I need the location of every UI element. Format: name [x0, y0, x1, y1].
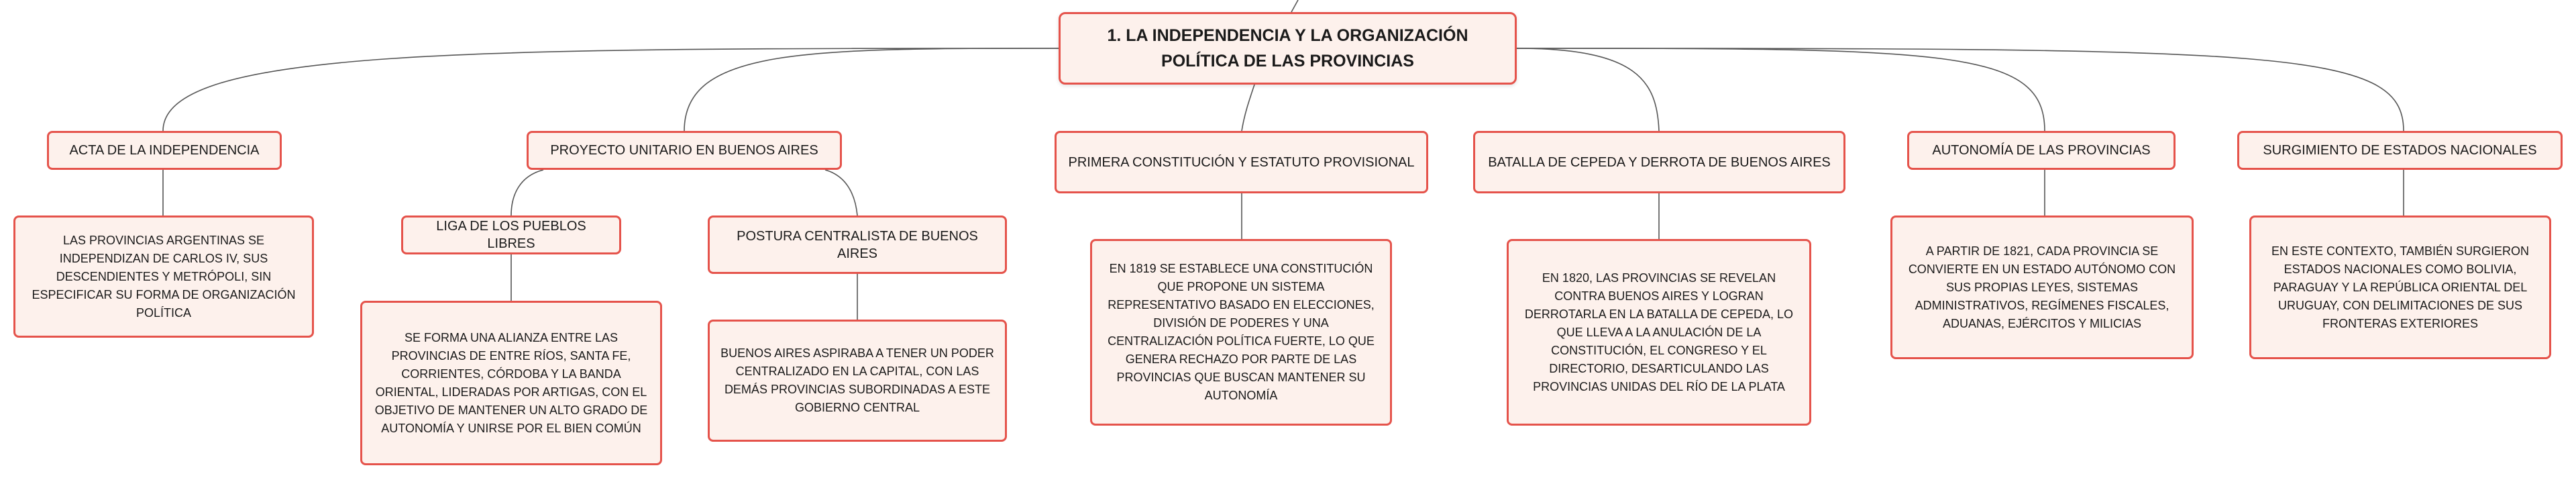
link-root-autonomia — [1517, 48, 2045, 131]
topic-surgimiento-estados[interactable] — [2237, 131, 2563, 170]
desc-autonomia-provincias[interactable] — [1890, 216, 2194, 359]
topic-primera-constitucion[interactable] — [1055, 131, 1428, 193]
desc-batalla-cepeda[interactable] — [1507, 239, 1811, 426]
desc-text: LAS PROVINCIAS ARGENTINAS SE INDEPENDIZAN DE CARLOS IV, SUS DESCENDIENTES Y METRÓPOLI, SIN ESPECIFICAR SU FORMA DE ORGANIZACIÓN POLÍTICA — [32, 233, 296, 320]
topic-autonomia-provincias[interactable] — [1907, 131, 2176, 170]
topic-label: PROYECTO UNITARIO EN BUENOS AIRES — [550, 143, 818, 158]
root-node[interactable] — [1059, 12, 1517, 85]
desc-text: BUENOS AIRES ASPIRABA A TENER UN PODER CENTRALIZADO EN LA CAPITAL, CON LAS DEMÁS PROVINCIAS SUBORDINADAS A ESTE GOBIERNO CENTRAL — [720, 346, 994, 414]
topic-label: BATALLA DE CEPEDA Y DERROTA DE BUENOS AIRES — [1488, 154, 1831, 170]
link-proyecto-postura — [825, 170, 857, 216]
desc-liga-pueblos-libres[interactable] — [360, 301, 662, 465]
root-title: 1. LA INDEPENDENCIA Y LA ORGANIZACIÓN POLÍTICA DE LAS PROVINCIAS — [1107, 26, 1468, 70]
subtopic-postura-centralista[interactable] — [708, 216, 1007, 274]
desc-text: EN 1820, LAS PROVINCIAS SE REVELAN CONTRA BUENOS AIRES Y LOGRAN DERROTARLA EN LA BATALLA DE CEPEDA, LO QUE LLEVA A LA ANULACIÓN DE LA CONSTITUCIÓN, EL CONGRESO Y EL DIRECTORIO, DESARTICULANDO LAS PROVINCIAS UNIDAS DEL RÍO DE LA PLATA — [1524, 271, 1794, 393]
topic-label: SURGIMIENTO DE ESTADOS NACIONALES — [2263, 143, 2537, 158]
link-root-cepeda — [1517, 48, 1659, 131]
desc-text: SE FORMA UNA ALIANZA ENTRE LAS PROVINCIAS DE ENTRE RÍOS, SANTA FE, CORRIENTES, CÓRDOBA Y LA BANDA ORIENTAL, LIDERADAS POR ARTIGAS, CON EL OBJETIVO DE MANTENER UN ALTO GRADO DE AUTONOMÍA Y UNIRSE POR EL BIEN COMÚN — [374, 330, 648, 435]
desc-surgimiento-estados[interactable] — [2249, 216, 2551, 359]
desc-acta-independencia[interactable] — [13, 216, 314, 338]
desc-text: EN ESTE CONTEXTO, TAMBIÉN SURGIERON ESTADOS NACIONALES COMO BOLIVIA, PARAGUAY Y LA REPÚBLICA ORIENTAL DEL URUGUAY, CON DELIMITACIONES DE SUS FRONTERAS EXTERIORES — [2271, 244, 2530, 330]
desc-primera-constitucion[interactable] — [1090, 239, 1392, 426]
topic-label: PRIMERA CONSTITUCIÓN Y ESTATUTO PROVISIONAL — [1068, 154, 1415, 170]
subtopic-liga-pueblos-libres[interactable] — [401, 216, 621, 254]
topic-label: ACTA DE LA INDEPENDENCIA — [69, 143, 260, 158]
link-root-proyecto — [684, 48, 1059, 131]
desc-text: EN 1819 SE ESTABLECE UNA CONSTITUCIÓN QUE PROPONE UN SISTEMA REPRESENTATIVO BASADO EN ELECCIONES, DIVISIÓN DE PODERES Y UNA CENTRALIZACIÓN POLÍTICA FUERTE, LO QUE GENERA RECHAZO POR PARTE DE LAS PROVINCIAS QUE BUSCAN MANTENER SU AUTONOMÍA — [1108, 262, 1375, 402]
link-root-acta — [163, 48, 1059, 131]
subtopic-label: LIGA DE LOS PUEBLOS LIBRES — [436, 219, 586, 251]
link-root-constitucion — [1242, 85, 1254, 131]
topic-batalla-cepeda[interactable] — [1473, 131, 1845, 193]
topic-label: AUTONOMÍA DE LAS PROVINCIAS — [1932, 143, 2151, 158]
desc-postura-centralista[interactable] — [708, 320, 1007, 442]
link-proyecto-liga — [511, 170, 543, 216]
subtopic-label: POSTURA CENTRALISTA DE BUENOS AIRES — [737, 228, 978, 261]
desc-text: A PARTIR DE 1821, CADA PROVINCIA SE CONVIERTE EN UN ESTADO AUTÓNOMO CON SUS PROPIAS LEYES, SISTEMAS ADMINISTRATIVOS, REGÍMENES FISCALES, ADUANAS, EJÉRCITOS Y MILICIAS — [1908, 244, 2176, 330]
topic-proyecto-unitario[interactable] — [527, 131, 842, 170]
link-root-parent — [1291, 0, 1298, 12]
topic-acta-independencia[interactable] — [47, 131, 282, 170]
